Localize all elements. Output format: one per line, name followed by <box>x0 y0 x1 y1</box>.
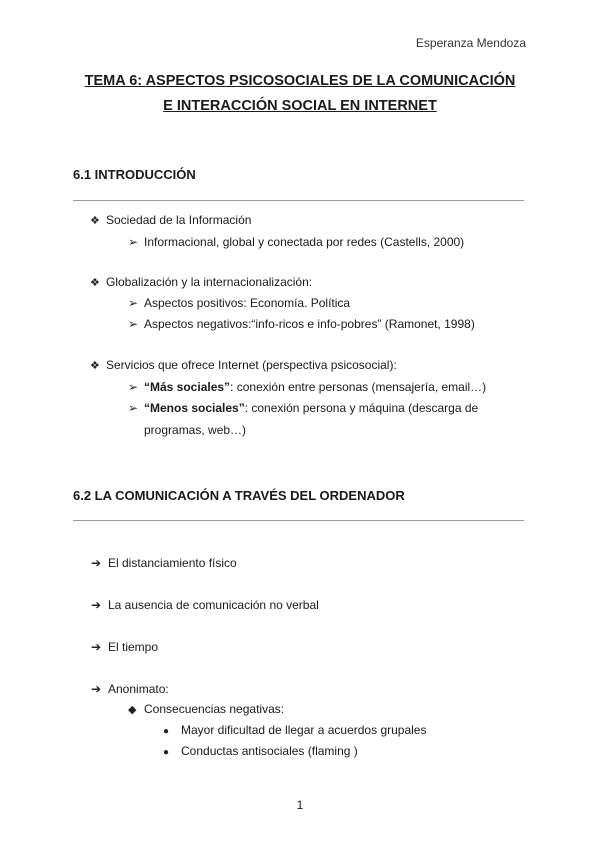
subbullet-menos-sociales <box>128 401 478 415</box>
item-text: La ausencia de comunicación no verbal <box>108 598 319 612</box>
arrowhead-bullet-icon: ➢ <box>128 401 139 415</box>
document-title-line-2: E INTERACCIÓN SOCIAL EN INTERNET <box>163 98 437 114</box>
subsubitem-acuerdos-grupales <box>163 723 426 737</box>
arrow-item-ausencia-comunicacion <box>91 598 319 612</box>
diamond-bullet-icon: ❖ <box>90 360 100 372</box>
bullet-text: Informacional, global y conectada por redes (Castells, 2000) <box>144 235 465 249</box>
bold-term: “Menos sociales” <box>144 401 245 415</box>
subbullet-informacional <box>128 235 464 249</box>
bullet-servicios-internet <box>90 358 397 372</box>
filled-diamond-bullet-icon: ◆ <box>128 704 137 716</box>
author-header: Esperanza Mendoza <box>415 36 526 50</box>
subitem-consecuencias-negativas <box>128 702 284 716</box>
bullet-text: : conexión persona y máquina (descarga de <box>244 401 479 415</box>
section-divider <box>73 200 524 201</box>
page-number: 1 <box>296 798 304 812</box>
subbullet-menos-sociales-continued: programas, web…) <box>144 423 247 437</box>
item-text: El tiempo <box>108 640 159 654</box>
item-text: Conductas antisociales (flaming ) <box>181 744 358 758</box>
section-heading-comunicacion-ordenador: 6.2 LA COMUNICACIÓN A TRAVÉS DEL ORDENADOR <box>73 488 405 503</box>
subsubitem-conductas-antisociales <box>163 744 358 758</box>
right-arrow-icon: ➔ <box>91 682 102 696</box>
item-text: Mayor dificultad de llegar a acuerdos grupales <box>181 723 427 737</box>
bullet-text: Aspectos negativos:“info-ricos e info-pobres” (Ramonet, 1998) <box>144 317 475 331</box>
section-heading-introduccion: 6.1 INTRODUCCIÓN <box>73 167 196 182</box>
arrowhead-bullet-icon: ➢ <box>128 235 139 249</box>
arrowhead-bullet-icon: ➢ <box>128 380 139 394</box>
diamond-bullet-icon: ❖ <box>90 215 100 227</box>
right-arrow-icon: ➔ <box>91 598 102 612</box>
bullet-text: : conexión entre personas (mensajería, email…) <box>230 380 487 394</box>
document-title-line-1: TEMA 6: ASPECTOS PSICOSOCIALES DE LA COMUNICACIÓN <box>84 73 516 89</box>
bullet-text: Servicios que ofrece Internet (perspectiva psicosocial): <box>106 358 397 372</box>
subbullet-aspectos-positivos <box>128 296 350 310</box>
bullet-globalizacion <box>90 275 312 289</box>
right-arrow-icon: ➔ <box>91 556 102 570</box>
arrowhead-bullet-icon: ➢ <box>128 317 139 331</box>
dot-bullet-icon: ● <box>163 726 170 737</box>
subbullet-mas-sociales <box>128 380 486 394</box>
bullet-text: Globalización y la internacionalización: <box>106 275 313 289</box>
bullet-sociedad-informacion <box>90 213 251 227</box>
item-text: El distanciamiento físico <box>108 556 237 570</box>
dot-bullet-icon: ● <box>163 747 170 758</box>
subbullet-aspectos-negativos <box>128 317 475 331</box>
diamond-bullet-icon: ❖ <box>90 277 100 289</box>
bullet-text: Sociedad de la Información <box>106 213 252 227</box>
bold-term: “Más sociales” <box>144 380 231 394</box>
section-divider <box>73 520 524 521</box>
right-arrow-icon: ➔ <box>91 640 102 654</box>
arrow-item-distanciamiento <box>91 556 237 570</box>
arrowhead-bullet-icon: ➢ <box>128 296 139 310</box>
bullet-text: Aspectos positivos: Economía. Política <box>144 296 351 310</box>
item-text: Consecuencias negativas: <box>144 702 285 716</box>
arrow-item-anonimato <box>91 682 169 696</box>
item-text: Anonimato: <box>108 682 169 696</box>
arrow-item-tiempo <box>91 640 158 654</box>
